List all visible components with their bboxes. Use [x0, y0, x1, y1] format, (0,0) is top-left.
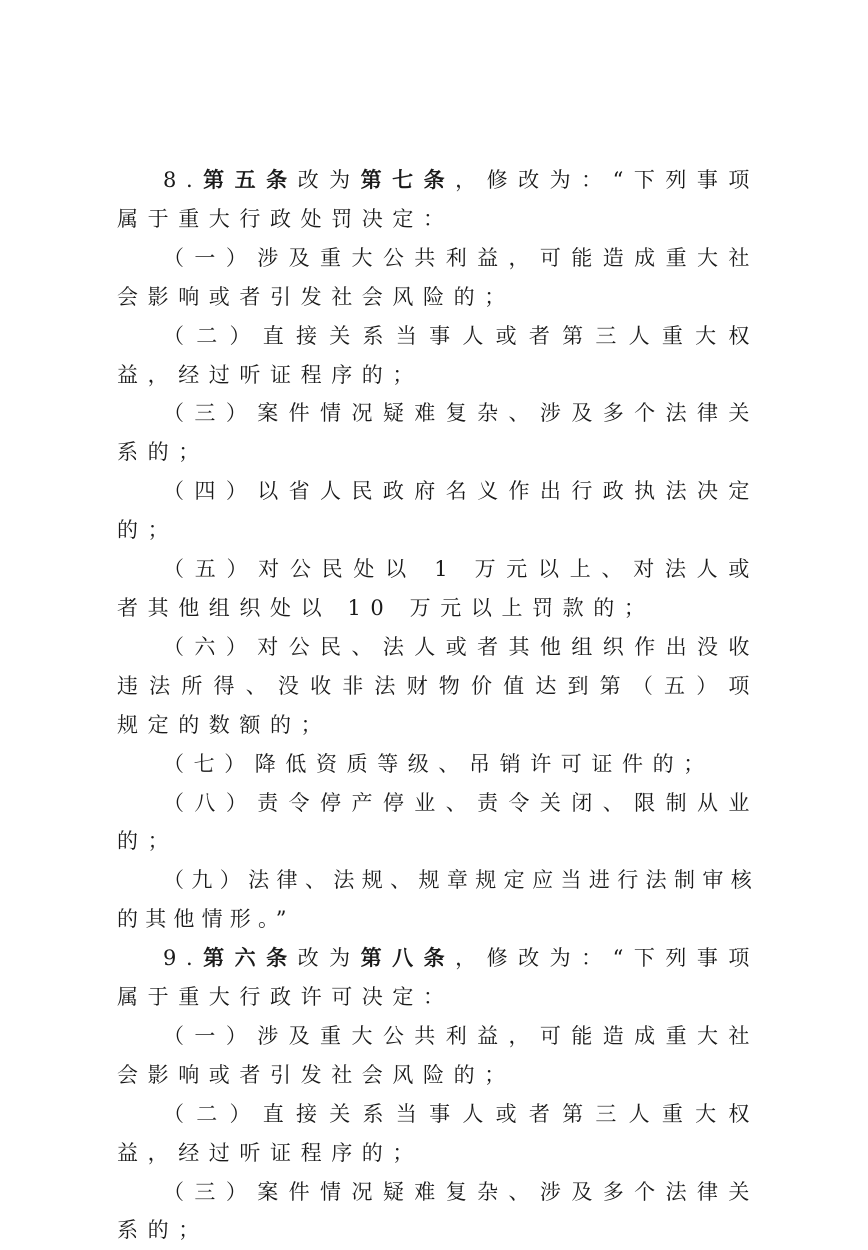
- amendment-text: ，修改为：“下列事项属于重大行政处罚决定：: [117, 168, 759, 231]
- list-item: （三）案件情况疑难复杂、涉及多个法律关系的；: [117, 401, 759, 465]
- amendment-text: ，修改为：“下列事项属于重大行政许可决定：: [117, 946, 759, 1010]
- list-item: （五）对公民处以 1 万元以上、对法人或者其他组织处以 10 万元以上罚款的；: [117, 557, 759, 620]
- list-item: （七）降低资质等级、吊销许可证件的；: [163, 751, 714, 776]
- list-item: （四）以省人民政府名义作出行政执法决定的；: [117, 479, 759, 543]
- list-item: （二）直接关系当事人或者第三人重大权益，经过听证程序的；: [117, 1101, 759, 1165]
- list-item: （六）对公民、法人或者其他组织作出没收违法所得、没收非法财物价值达到第（五）项规定的数额的；: [117, 634, 759, 737]
- list-item: （一）涉及重大公共利益，可能造成重大社会影响或者引发社会风险的；: [117, 1023, 759, 1087]
- amendment-number: 8.: [163, 168, 203, 192]
- new-article-ref: 第八条: [360, 945, 456, 971]
- list-item: （一）涉及重大公共利益，可能造成重大社会影响或者引发社会风险的；: [117, 245, 759, 309]
- new-article-ref: 第七条: [360, 167, 456, 192]
- list-item: （三）案件情况疑难复杂、涉及多个法律关系的；: [117, 1179, 759, 1243]
- amendment-number: 9.: [163, 946, 203, 971]
- document-page: [117, 161, 759, 1250]
- connector-text: 改为: [297, 168, 361, 192]
- list-item: （八）责令停产停业、责令关闭、限制从业的；: [117, 790, 759, 854]
- old-article-ref: 第六条: [202, 945, 298, 971]
- list-item: （九）法律、法规、规章规定应当进行法制审核的其他情形。”: [117, 868, 759, 932]
- amendment-heading-8: [117, 161, 759, 239]
- list-item: （二）直接关系当事人或者第三人重大权益，经过听证程序的；: [117, 323, 759, 387]
- old-article-ref: 第五条: [202, 167, 298, 192]
- amendment-heading-9: [117, 939, 759, 1017]
- connector-text: 改为: [297, 946, 361, 971]
